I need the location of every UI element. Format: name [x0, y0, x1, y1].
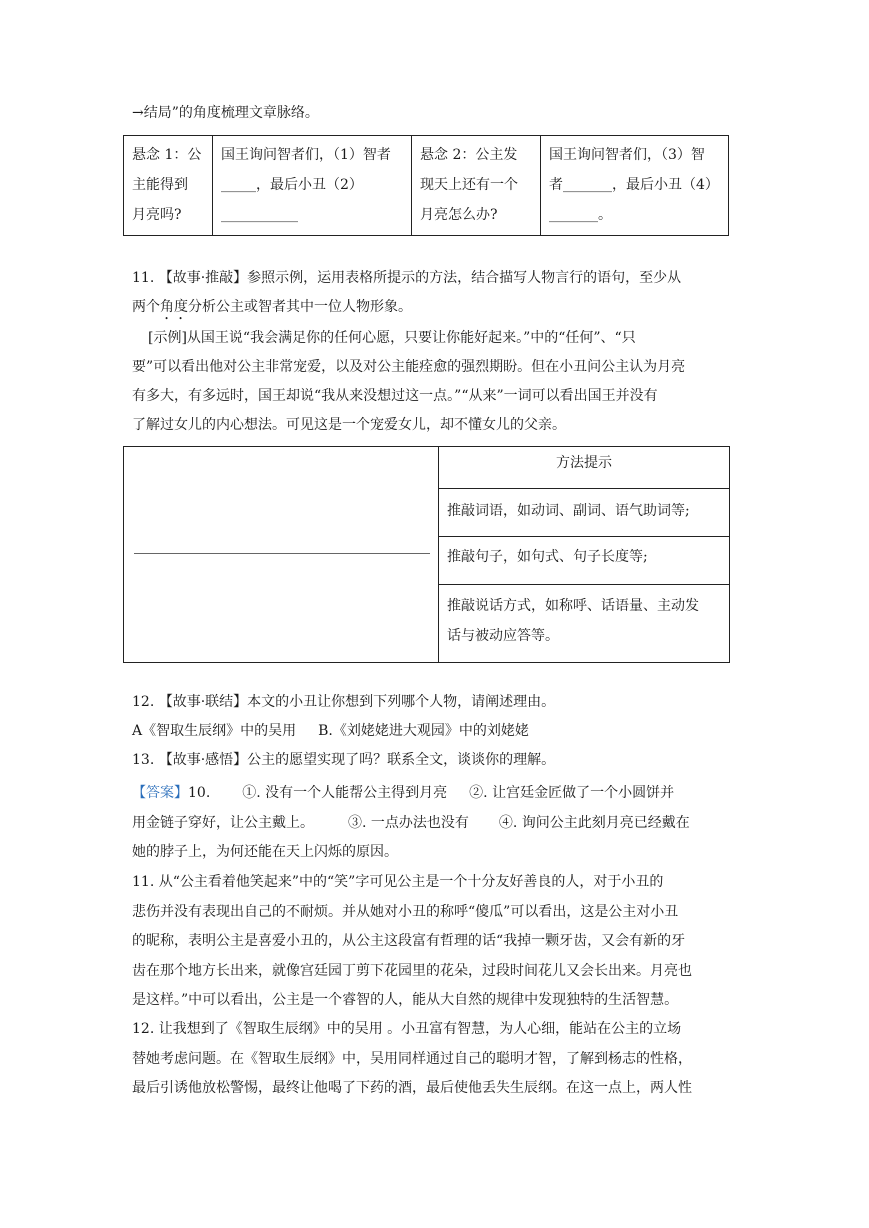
example-line-1: [示例]从国王说“我会满足你的任何心愿，只要让你能好起来。”中的“任何”、“只 [148, 330, 636, 346]
example-line-4: 了解过女儿的内心想法。可见这是一个宠爱女儿，却不懂女儿的父亲。 [132, 417, 566, 433]
question-11-line-2 [132, 297, 412, 323]
cell-text: 者_______，最后小丑（4） [549, 177, 719, 193]
answer-blank-line [134, 553, 430, 554]
example-line-2: 要”可以看出他对公主非常宠爱，以及对公主能痊愈的强烈期盼。但在小丑问公主认为月亮 [132, 359, 686, 375]
cell-text: 月亮怎么办? [420, 207, 498, 223]
cell-text: 国王询问智者们，（1）智者 [221, 147, 391, 163]
cell-text: 推敲说话方式，如称呼、话语量、主动发 [447, 598, 699, 614]
option-a: A《智取生辰纲》中的吴用 [132, 723, 297, 739]
answer-12-line-1: 12. 让我想到了《智取生辰纲》中的吴用 。小丑富有智慧，为人心细，能站在公主的立场 [132, 1021, 682, 1037]
cell-text: ___________ [221, 207, 298, 223]
text: 10. [188, 785, 211, 801]
method-table [123, 446, 730, 663]
intro-line: →结局”的角度梳理文章脉络。 [132, 105, 319, 121]
text: 用金链子穿好，让公主戴上。 [132, 815, 314, 831]
answer-10-line-1 [132, 783, 674, 803]
answer-tag: 【答案】 [132, 785, 188, 801]
answer-11-line-1: 11. 从“公主看着他笑起来”中的“笑”字可见公主是一个十分友好善良的人，对于小丑的 [132, 874, 664, 890]
method-hint-word: 推敲词语，如动词、副词、语气助词等; [439, 489, 729, 537]
cell-text: _______。 [549, 207, 612, 223]
answer-11-line-2: 悲伤并没有表现出自己的不耐烦。并从她对小丑的称呼“傻瓜”可以看出，这是公主对小丑 [132, 904, 679, 920]
answer-12-line-2: 替她考虑问题。在《智取生辰纲》中，吴用同样通过自己的聪明才智，了解到杨志的性格， [132, 1051, 692, 1067]
plot-table-cell-suspense-2 [412, 136, 541, 235]
answer-10-line-2 [132, 813, 690, 833]
option-b: B.《刘姥姥进大观园》中的刘姥姥 [318, 723, 529, 739]
example-line-3: 有多大，有多远时，国王却说“我从来没想过这一点。”“从来”一词可以看出国王并没有 [132, 388, 658, 404]
answer-11-line-3: 的昵称，表明公主是喜爱小丑的，从公主这段富有哲理的话“我掉一颗牙齿，又会有新的牙 [132, 933, 686, 949]
text: ①. 没有一个人能帮公主得到月亮 [242, 785, 448, 801]
answer-11-line-4: 齿在那个地方长出来，就像宫廷园丁剪下花园里的花朵，过段时间花儿又会长出来。月亮也 [132, 963, 692, 979]
text: 两个 [132, 299, 160, 315]
method-hints [439, 447, 729, 662]
question-11-line-1: 11. 【故事·推敲】参照示例，运用表格所提示的方法，结合描写人物言行的语句，至少从 [132, 270, 682, 286]
cell-text: 悬念 1：公 [132, 147, 202, 163]
text: ②. 让宫廷金匠做了一个小圆饼并 [469, 785, 675, 801]
answer-12-line-3: 最后引诱他放松警惕，最终让他喝了下药的酒，最后使他丢失生辰纲。在这一点上，两人性 [132, 1080, 692, 1096]
cell-text: 话与被动应答等。 [447, 628, 559, 644]
cell-text: 国王询问智者们，（3）智 [549, 147, 705, 163]
question-12-options [132, 721, 529, 741]
plot-table-cell-suspense-1 [124, 136, 213, 235]
method-hint-sentence: 推敲句子，如句式、句子长度等; [439, 537, 729, 585]
cell-text: 主能得到 [132, 177, 188, 193]
cell-text: _____，最后小丑（2） [221, 177, 363, 193]
question-12: 12. 【故事·联结】本文的小丑让你想到下列哪个人物，请阐述理由。 [132, 694, 556, 710]
text: ③. 一点办法也没有 [348, 815, 469, 831]
cell-text: 现天上还有一个 [420, 177, 518, 193]
answer-area [124, 447, 439, 662]
emphasized-text: 角度 [160, 299, 188, 315]
answer-10-line-3: 她的脖子上，为何还能在天上闪烁的原因。 [132, 844, 398, 860]
plot-table [123, 135, 729, 236]
cell-text: 月亮吗? [132, 207, 182, 223]
text: ④. 询问公主此刻月亮已经戴在 [498, 815, 690, 831]
plot-table-cell-blank-1-2 [213, 136, 412, 235]
answer-11-line-5: 是这样。”中可以看出，公主是一个睿智的人，能从大自然的规律中发现独特的生活智慧。 [132, 992, 679, 1008]
cell-text: 悬念 2：公主发 [420, 147, 518, 163]
plot-table-cell-blank-3-4 [541, 136, 728, 235]
method-hints-header: 方法提示 [439, 447, 729, 489]
method-hint-speech [439, 585, 729, 662]
question-13: 13. 【故事·感悟】公主的愿望实现了吗？联系全文，谈谈你的理解。 [132, 752, 556, 768]
text: 分析公主或智者其中一位人物形象。 [188, 299, 412, 315]
